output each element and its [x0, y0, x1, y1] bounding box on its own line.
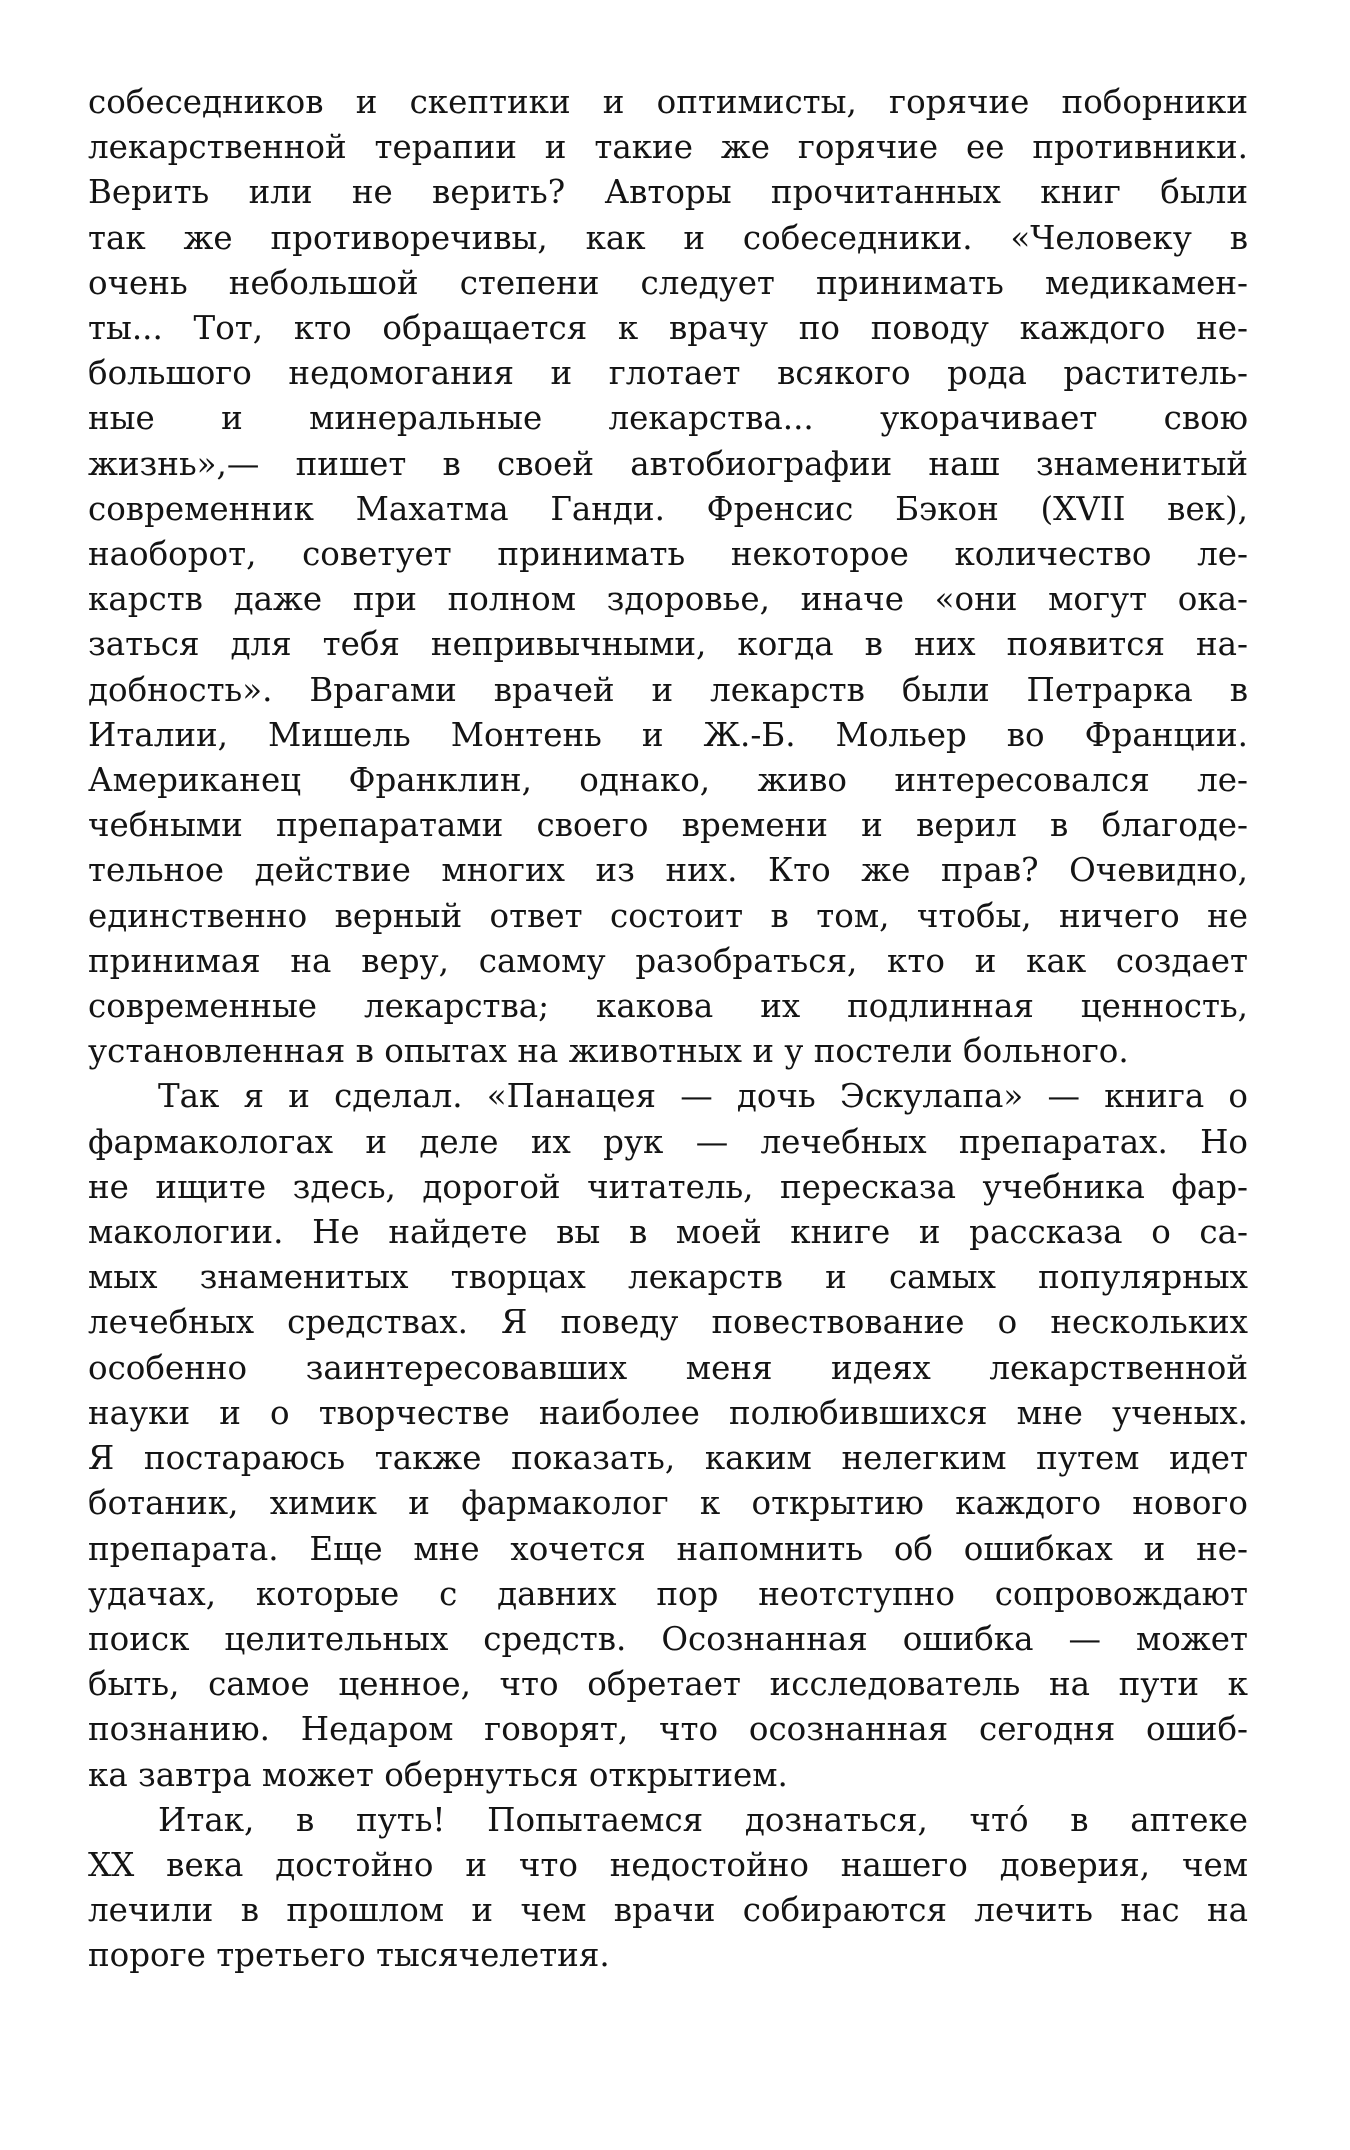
- text-line: Американец Франклин, однако, живо интересовался ле-: [88, 761, 1248, 800]
- text-line: ка завтра может обернуться открытием.: [88, 1755, 788, 1794]
- text-line: особенно заинтересовавших меня идеях лекарственной: [88, 1348, 1248, 1387]
- text-line: быть, самое ценное, что обретает исследователь на пути к: [88, 1665, 1248, 1704]
- text-line: принимая на веру, самому разобраться, кто и как создает: [88, 941, 1248, 980]
- text-line: лечебных средствах. Я поведу повествование о нескольких: [88, 1303, 1248, 1342]
- text-line: Итак, в путь! Попытаемся дознаться, что́ в аптеке: [158, 1800, 1248, 1839]
- text-line: науки и о творчестве наиболее полюбившихся мне ученых.: [88, 1393, 1248, 1432]
- text-line: ты... Тот, кто обращается к врачу по поводу каждого не-: [88, 309, 1248, 348]
- text-line: современные лекарства; какова их подлинная ценность,: [88, 987, 1248, 1026]
- text-line: современник Махатма Ганди. Френсис Бэкон (XVII век),: [88, 489, 1248, 528]
- text-line: тельное действие многих из них. Кто же прав? Очевидно,: [88, 851, 1248, 890]
- text-line: фармакологах и деле их рук — лечебных препаратах. Но: [88, 1122, 1248, 1161]
- text-line: пороге третьего тысячелетия.: [88, 1936, 610, 1975]
- text-line: ботаник, химик и фармаколог к открытию каждого нового: [88, 1484, 1248, 1523]
- text-line: макологии. Не найдете вы в моей книге и рассказа о са-: [88, 1213, 1248, 1252]
- paragraph-2: [88, 1074, 1248, 1797]
- text-line: очень небольшой степени следует принимать медикамен-: [88, 263, 1248, 302]
- text-line: большого недомогания и глотает всякого рода раститель-: [88, 354, 1248, 393]
- text-line: лечили в прошлом и чем врачи собираются лечить нас на: [88, 1891, 1248, 1930]
- text-line: Верить или не верить? Авторы прочитанных книг были: [88, 173, 1248, 212]
- text-line: лекарственной терапии и такие же горячие ее противники.: [88, 128, 1248, 167]
- text-line: поиск целительных средств. Осознанная ошибка — может: [88, 1619, 1248, 1658]
- text-line: так же противоречивы, как и собеседники. «Человеку в: [88, 218, 1248, 257]
- text-line: ные и минеральные лекарства... укорачивает свою: [88, 399, 1248, 438]
- text-line: единственно верный ответ состоит в том, чтобы, ничего не: [88, 896, 1248, 935]
- text-line: Италии, Мишель Монтень и Ж.-Б. Мольер во Франции.: [88, 715, 1248, 754]
- text-line: жизнь»,— пишет в своей автобиографии наш знаменитый: [88, 444, 1248, 483]
- text-line: Я постараюсь также показать, каким нелегким путем идет: [88, 1439, 1248, 1478]
- paragraph-1: [88, 80, 1248, 1074]
- text-line: Так я и сделал. «Панацея — дочь Эскулапа» — книга о: [158, 1077, 1248, 1116]
- text-line: XX века достойно и что недостойно нашего доверия, чем: [88, 1845, 1248, 1884]
- text-line: препарата. Еще мне хочется напомнить об ошибках и не-: [88, 1529, 1248, 1568]
- text-line: добность». Врагами врачей и лекарств были Петрарка в: [88, 670, 1248, 709]
- text-line: собеседников и скептики и оптимисты, горячие поборники: [88, 83, 1248, 121]
- book-page: [88, 80, 1248, 1979]
- text-line: карств даже при полном здоровье, иначе «они могут ока-: [88, 580, 1248, 619]
- text-line: заться для тебя непривычными, когда в них появится на-: [88, 625, 1248, 664]
- text-line: мых знаменитых творцах лекарств и самых популярных: [88, 1258, 1248, 1297]
- text-line: наоборот, советует принимать некоторое количество ле-: [88, 535, 1248, 574]
- paragraph-3: [88, 1798, 1248, 1979]
- text-line: познанию. Недаром говорят, что осознанная сегодня ошиб-: [88, 1710, 1248, 1749]
- text-line: чебными препаратами своего времени и верил в благоде-: [88, 806, 1248, 845]
- text-line: удачах, которые с давних пор неотступно сопровождают: [88, 1574, 1248, 1613]
- text-line: установленная в опытах на животных и у постели больного.: [88, 1032, 1129, 1071]
- text-line: не ищите здесь, дорогой читатель, пересказа учебника фар-: [88, 1167, 1248, 1206]
